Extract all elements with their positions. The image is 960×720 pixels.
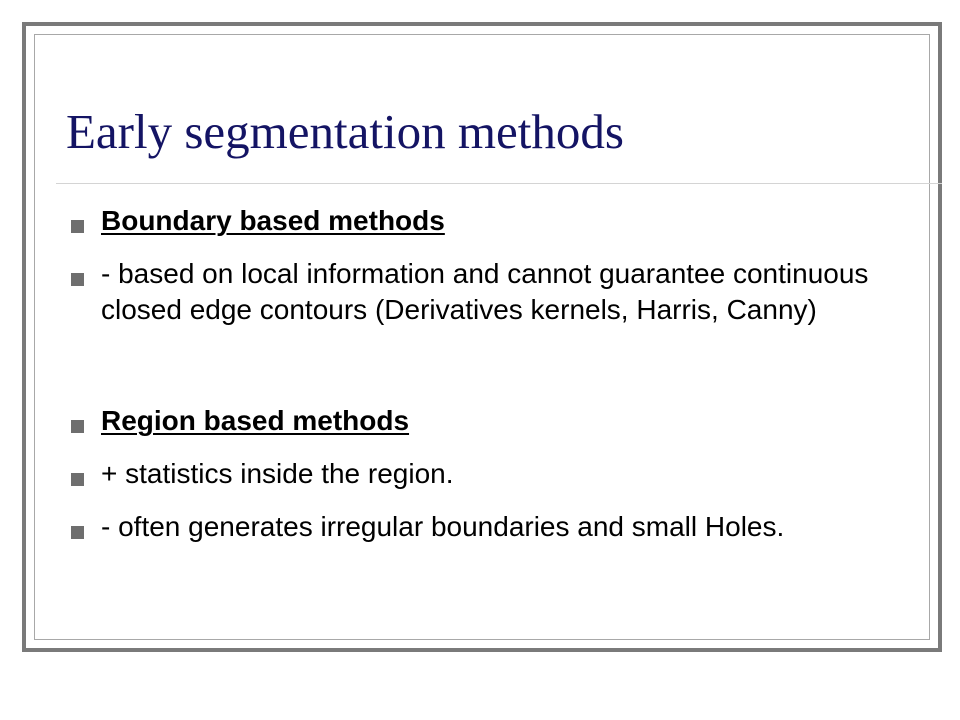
square-bullet-icon — [71, 526, 84, 539]
bullet-text: Region based methods — [101, 405, 410, 436]
bullet-text: + statistics inside the region. — [101, 458, 454, 489]
square-bullet-icon — [71, 420, 84, 433]
slide-title: Early segmentation methods — [66, 104, 624, 159]
bullet-text: Boundary based methods — [101, 205, 445, 236]
title-divider — [56, 183, 942, 184]
square-bullet-icon — [71, 473, 84, 486]
bullet-text: - based on local information and cannot guarantee continuous closed edge contours (Derivatives kernels, Harris, Canny) — [101, 258, 869, 325]
square-bullet-icon — [71, 220, 84, 233]
square-bullet-icon — [71, 273, 84, 286]
bullet-text: - often generates irregular boundaries and small Holes. — [101, 511, 785, 542]
